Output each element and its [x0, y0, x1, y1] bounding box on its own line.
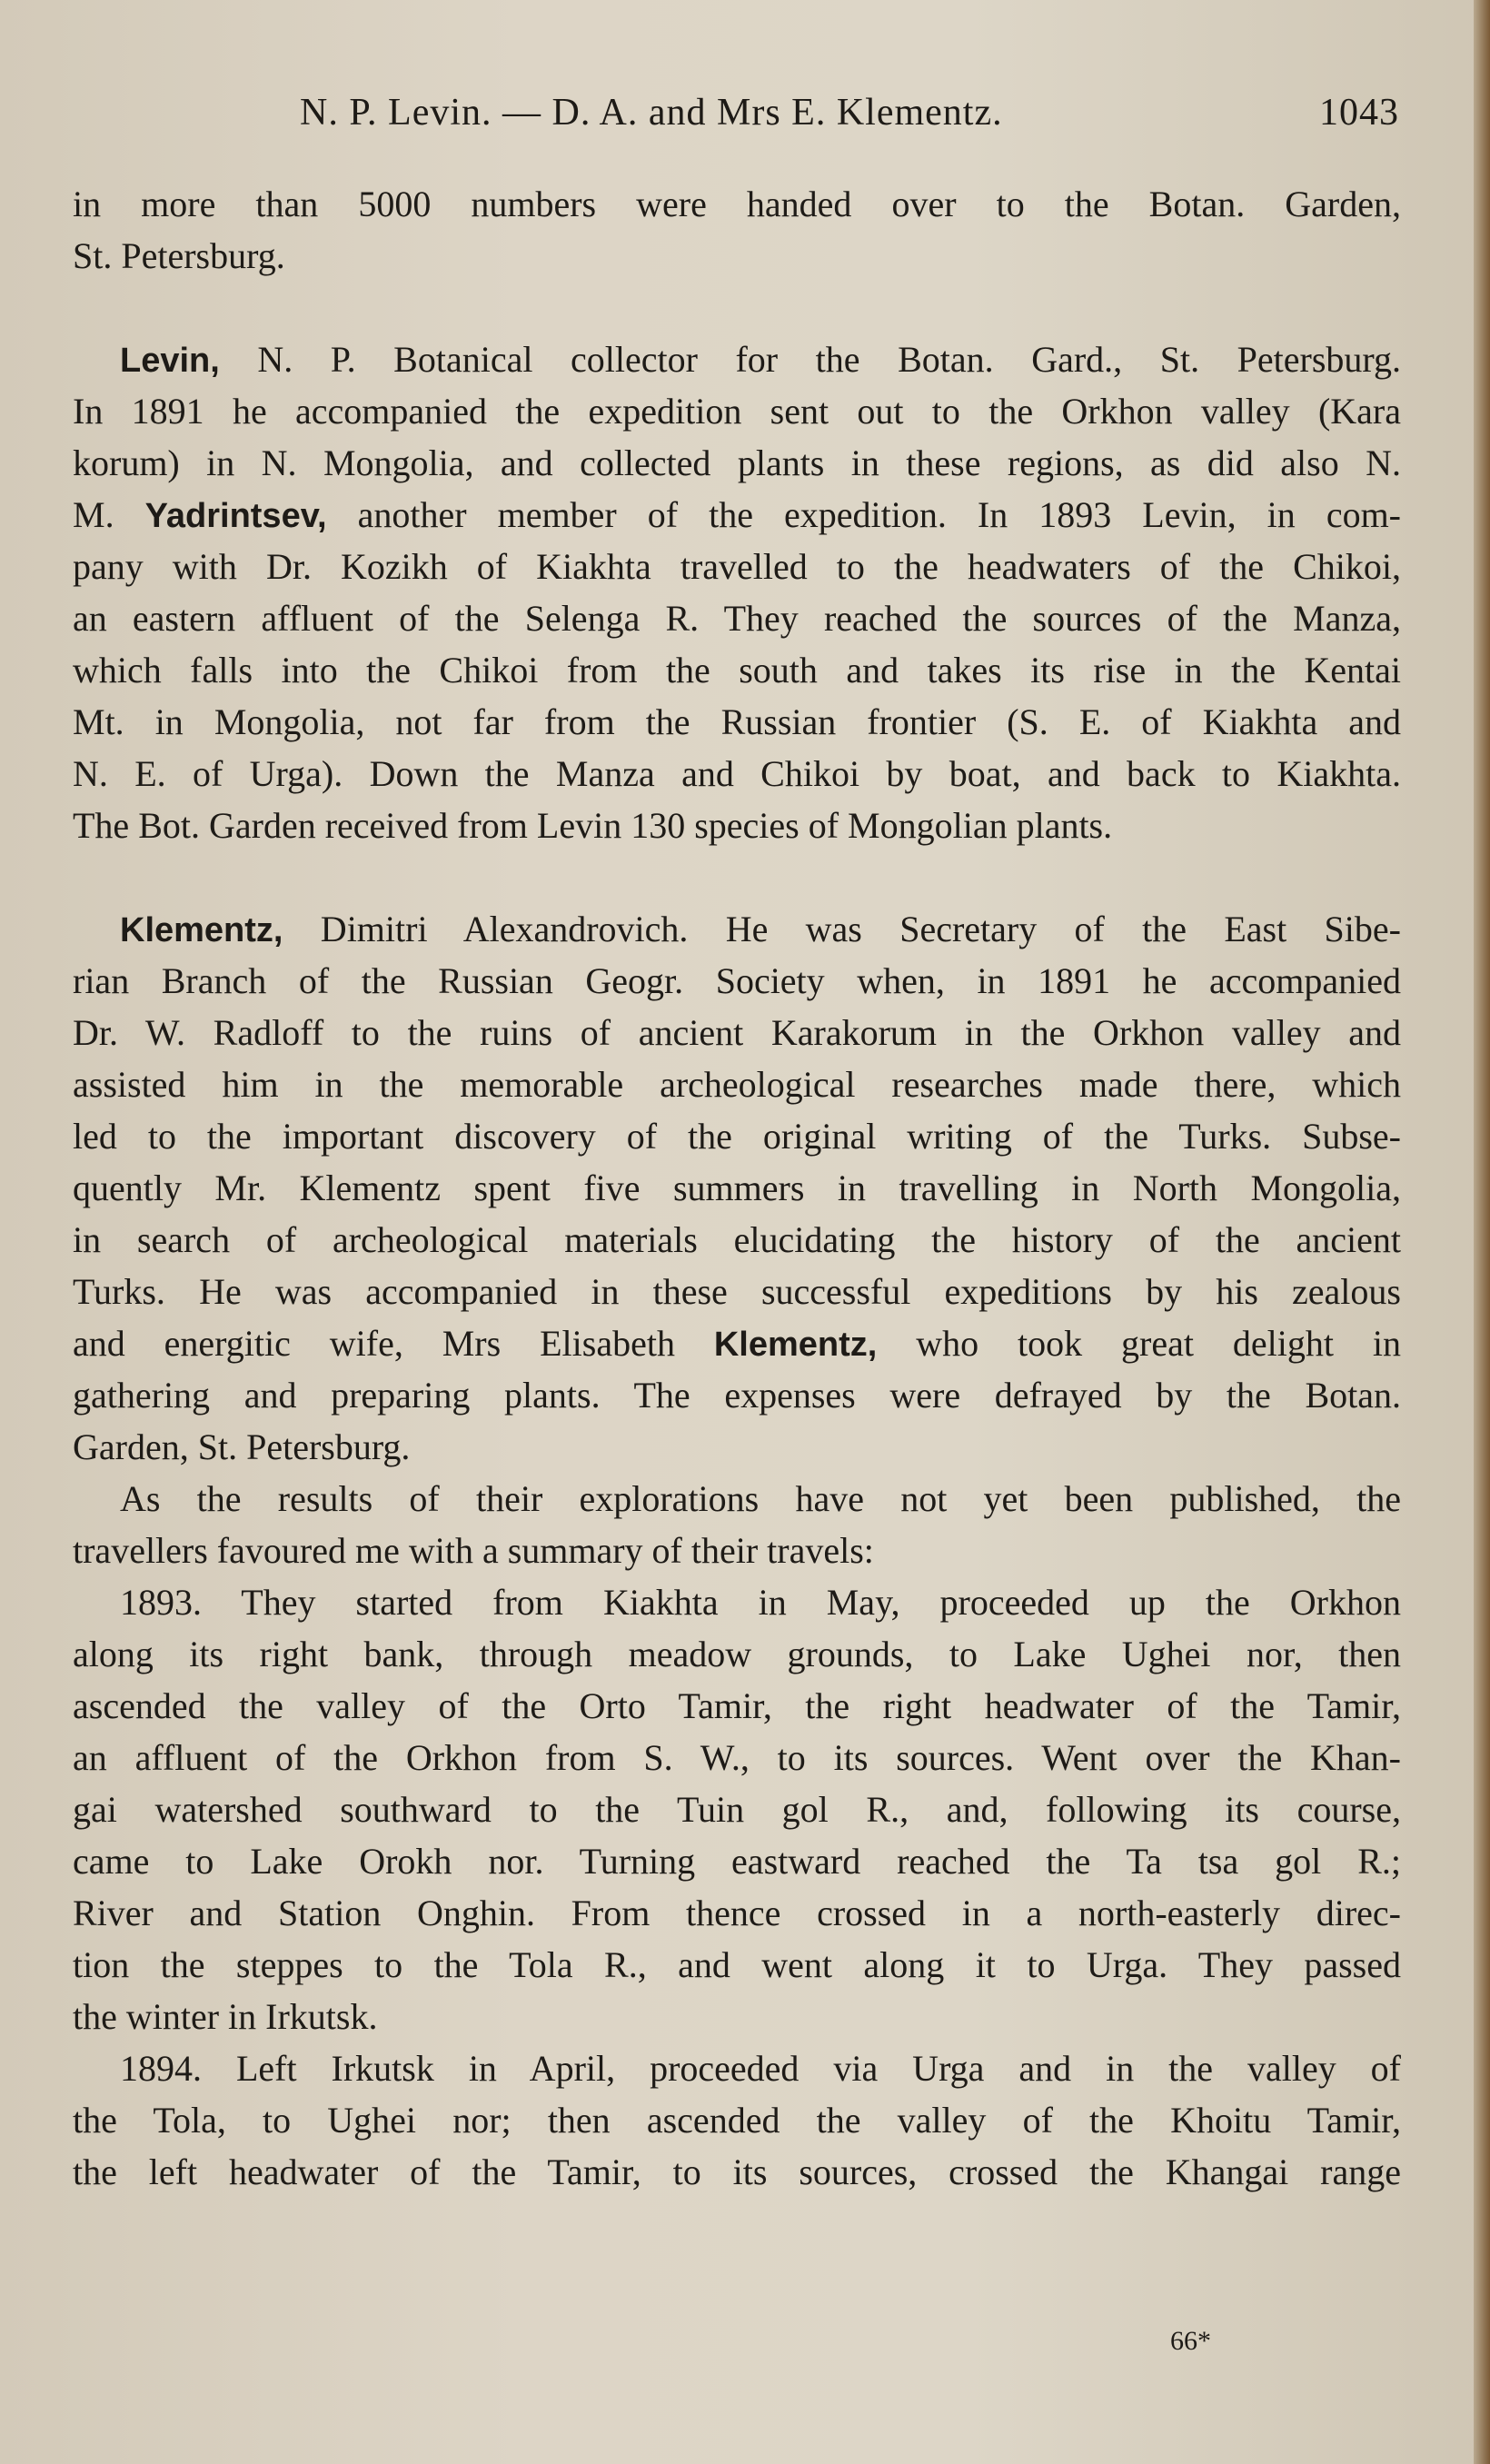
page-number: 1043 [1319, 92, 1399, 134]
text-line: 1893. They started from Kiakhta in May, proceeded up the Orkhon [120, 1582, 1401, 1623]
text-line: led to the important discovery of the original writing of the Turks. Subse- [73, 1116, 1401, 1157]
text-line: M. Yadrintsev, another member of the expedition. In 1893 Levin, in com- [73, 494, 1401, 535]
text-line: came to Lake Orokh nor. Turning eastward reached the Ta tsa gol R.; [73, 1841, 1401, 1882]
entry-klementz-first-line: Klementz, Dimitri Alexandrovich. He was Secretary of the East Sibe- [120, 909, 1401, 949]
entry-name-levin: Levin, [120, 342, 220, 380]
text-line: in more than 5000 numbers were handed over to the Botan. Garden, [73, 184, 1401, 224]
text-line: the winter in Irkutsk. [73, 1996, 378, 2037]
text-line: Turks. He was accompanied in these successful expeditions by his zealous [73, 1271, 1401, 1312]
text-line: N. E. of Urga). Down the Manza and Chikoi by boat, and back to Kiakhta. [73, 753, 1401, 794]
text-line: and energitic wife, Mrs Elisabeth Klementz, who took great delight in [73, 1323, 1401, 1364]
text-line: 1894. Left Irkutsk in April, proceeded via Urga and in the valley of [120, 2048, 1401, 2089]
text-line: along its right bank, through meadow grounds, to Lake Ughei nor, then [73, 1634, 1401, 1674]
page-edge [1474, 0, 1490, 2464]
text-line: In 1891 he accompanied the expedition sent out to the Orkhon valley (Kara [73, 391, 1401, 432]
text-line: in search of archeological materials elucidating the history of the ancient [73, 1219, 1401, 1260]
text-line: an eastern affluent of the Selenga R. They reached the sources of the Manza, [73, 598, 1401, 639]
entry-name-klementz: Klementz, [120, 911, 283, 949]
entry-name-yadrintsev: Yadrintsev, [144, 497, 327, 535]
text-line: pany with Dr. Kozikh of Kiakhta travelled to the headwaters of the Chikoi, [73, 546, 1401, 587]
text-line: quently Mr. Klementz spent five summers in travelling in North Mongolia, [73, 1167, 1401, 1208]
text-line: Mt. in Mongolia, not far from the Russian frontier (S. E. of Kiakhta and [73, 701, 1401, 742]
text-line: Garden, St. Petersburg. [73, 1426, 411, 1467]
text-line: tion the steppes to the Tola R., and went along it to Urga. They passed [73, 1944, 1401, 1985]
text-line: River and Station Onghin. From thence crossed in a north-easterly direc- [73, 1893, 1401, 1933]
running-title: N. P. Levin. — D. A. and Mrs E. Klementz. [300, 92, 1003, 134]
entry-name-elisabeth-klementz: Klementz, [713, 1326, 878, 1364]
text-line: The Bot. Garden received from Levin 130 species of Mongolian plants. [73, 805, 1113, 846]
text-line: rian Branch of the Russian Geogr. Society when, in 1891 he accompanied [73, 960, 1401, 1001]
text-line: korum) in N. Mongolia, and collected plants in these regions, as did also N. [73, 442, 1401, 483]
text-line: As the results of their explorations have not yet been published, the [120, 1478, 1401, 1519]
running-header [300, 91, 1399, 145]
text-line: Dr. W. Radloff to the ruins of ancient Karakorum in the Orkhon valley and [73, 1012, 1401, 1053]
text-line: which falls into the Chikoi from the south and takes its rise in the Kentai [73, 650, 1401, 691]
text-line: assisted him in the memorable archeological researches made there, which [73, 1064, 1401, 1105]
entry-levin-first-line: Levin, N. P. Botanical collector for the Botan. Gard., St. Petersburg. [120, 339, 1401, 380]
text-line: the Tola, to Ughei nor; then ascended the valley of the Khoitu Tamir, [73, 2100, 1401, 2141]
body-text [73, 178, 1401, 2198]
text-line: travellers favoured me with a summary of their travels: [73, 1530, 874, 1571]
signature-mark: 66* [1170, 2326, 1211, 2356]
text-line: gathering and preparing plants. The expenses were defrayed by the Botan. [73, 1375, 1401, 1416]
text-line: ascended the valley of the Orto Tamir, the right headwater of the Tamir, [73, 1685, 1401, 1726]
text-line: gai watershed southward to the Tuin gol R., and, following its course, [73, 1789, 1401, 1830]
text-line: an affluent of the Orkhon from S. W., to its sources. Went over the Khan- [73, 1737, 1401, 1778]
text-line: the left headwater of the Tamir, to its sources, crossed the Khangai range [73, 2151, 1401, 2192]
text-line: St. Petersburg. [73, 235, 285, 276]
